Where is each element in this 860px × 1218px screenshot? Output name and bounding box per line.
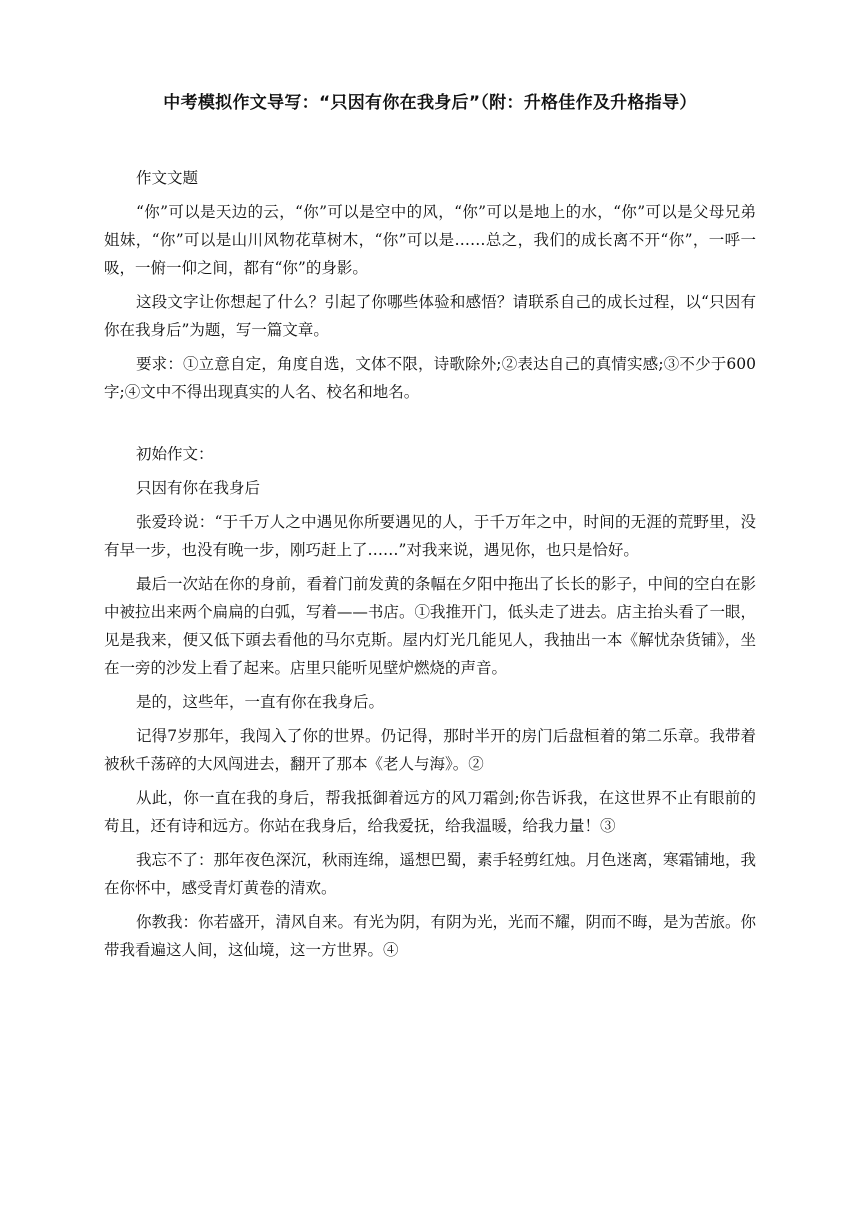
prompt-paragraph: “你”可以是天边的云，“你”可以是空中的风，“你”可以是地上的水，“你”可以是父母兄弟姐妹，“你”可以是山川风物花草树木，“你”可以是……总之，我们的成长离不开“你”，一呼一吸，一俯一仰之间，都有“你”的身影。 [104,203,756,277]
essay-paragraph: 记得7岁那年，我闯入了你的世界。仍记得，那时半开的房门后盘桓着的第二乐章。我带着被秋千荡碎的大风闯进去，翻开了那本《老人与海》。② [104,727,756,773]
requirements-paragraph: 要求：①立意自定，角度自选，文体不限，诗歌除外;②表达自己的真情实感;③不少于600字;④文中不得出现真实的人名、校名和地名。 [104,355,756,401]
section-heading-initial-essay: 初始作文： [136,445,214,463]
essay-paragraph: 我忘不了：那年夜色深沉，秋雨连绵，遥想巴蜀，素手轻剪红烛。月色迷离，寒霜铺地，我在你怀中，感受青灯黄卷的清欢。 [104,851,757,897]
prompt-question-paragraph: 这段文字让你想起了什么？引起了你哪些体验和感悟？请联系自己的成长过程，以“只因有你在我身后”为题，写一篇文章。 [104,293,756,339]
essay-paragraph: 最后一次站在你的身前，看着门前发黄的条幅在夕阳中拖出了长长的影子，中间的空白在影中被拉出来两个扁扁的白弧，写着——书店。①我推开门，低头走了进去。店主抬头看了一眼，见是我来，便又低下頭去看他的马尔克斯。屋内灯光几能见人，我抽出一本《解忧杂货铺》，坐在一旁的沙发上看了起来。店里只能听见壁炉燃烧的声音。 [104,575,757,677]
section-heading-prompt: 作文文题 [136,169,199,187]
document-body [104,164,756,970]
essay-paragraph: 你教我：你若盛开，清风自来。有光为阴，有阴为光，光而不耀，阴而不晦，是为苦旅。你带我看遍这人间，这仙境，这一方世界。④ [104,913,757,959]
essay-paragraph: 从此，你一直在我的身后，帮我抵御着远方的风刀霜剑;你告诉我，在这世界不止有眼前的苟且，还有诗和远方。你站在我身后，给我爱抚，给我温暖，给我力量！③ [104,789,756,835]
essay-paragraph: 张爱玲说：“于千万人之中遇见你所要遇见的人，于千万年之中，时间的无涯的荒野里，没有早一步，也没有晚一步，刚巧赶上了……”对我来说，遇见你，也只是恰好。 [104,513,756,559]
essay-paragraph: 是的，这些年，一直有你在我身后。 [136,693,385,711]
document-title: 中考模拟作文导写：“只因有你在我身后”（附：升格佳作及升格指导） [163,93,697,113]
essay-title: 只因有你在我身后 [136,479,261,497]
